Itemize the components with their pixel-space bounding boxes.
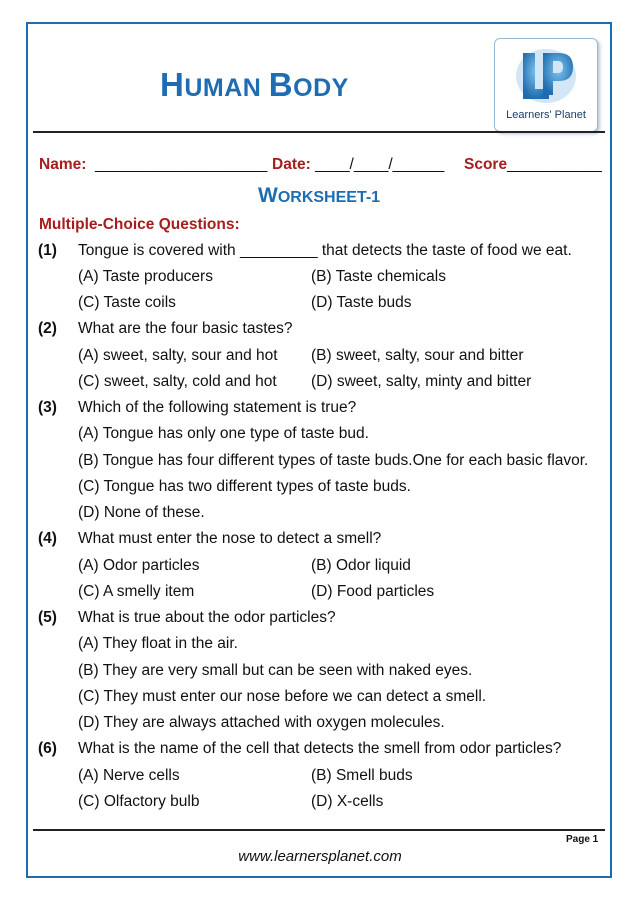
question-number: (5) [38,609,57,626]
option-a[interactable]: (A) They float in the air. [78,635,238,652]
question-number: (2) [38,320,57,337]
question-text: What must enter the nose to detect a smell? [78,530,382,547]
option-c[interactable]: (C) They must enter our nose before we can detect a smell. [78,688,487,705]
option-d[interactable]: (D) Food particles [311,583,435,600]
option-d[interactable]: (D) None of these. [78,504,205,521]
header-divider [33,131,605,133]
logo-text: Learners' Planet [506,109,586,121]
name-field[interactable]: Name: ____________________ [39,156,268,173]
page-number: Page 1 [566,834,599,845]
option-b[interactable]: (B) Tongue has four different types of taste buds.One for each basic flavor. [78,452,589,469]
question-text: What is the name of the cell that detects the smell from odor particles? [78,740,562,757]
worksheet-title: WORKSHEET-1 [258,184,381,207]
option-a[interactable]: (A) sweet, salty, sour and hot [78,347,278,364]
option-c[interactable]: (C) Tongue has two different types of taste buds. [78,478,411,495]
option-d[interactable]: (D) sweet, salty, minty and bitter [311,373,532,390]
learners-planet-logo [494,38,598,132]
option-d[interactable]: (D) X-cells [311,793,384,810]
question-text: What is true about the odor particles? [78,609,336,626]
footer-divider [33,829,605,831]
option-a[interactable]: (A) Odor particles [78,557,200,574]
option-c[interactable]: (C) sweet, salty, cold and hot [78,373,277,390]
lp-logo-icon [513,45,579,107]
option-d[interactable]: (D) They are always attached with oxygen molecules. [78,714,445,731]
option-a[interactable]: (A) Taste producers [78,268,213,285]
option-b[interactable]: (B) sweet, salty, sour and bitter [311,347,524,364]
question-text: Tongue is covered with _________ that detects the taste of food we eat. [78,242,572,259]
question-text: Which of the following statement is true? [78,399,357,416]
option-c[interactable]: (C) Olfactory bulb [78,793,200,810]
option-a[interactable]: (A) Nerve cells [78,767,180,784]
score-field[interactable]: Score___________ [464,156,602,173]
section-title: Multiple-Choice Questions: [39,216,240,233]
website-link[interactable]: www.learnersplanet.com [238,848,402,865]
question-number: (3) [38,399,57,416]
option-c[interactable]: (C) A smelly item [78,583,195,600]
option-b[interactable]: (B) Smell buds [311,767,413,784]
option-b[interactable]: (B) Taste chemicals [311,268,446,285]
question-number: (6) [38,740,57,757]
option-b[interactable]: (B) Odor liquid [311,557,411,574]
option-a[interactable]: (A) Tongue has only one type of taste bud. [78,425,369,442]
option-d[interactable]: (D) Taste buds [311,294,412,311]
page-title: HUMAN BODY [160,66,349,103]
question-number: (4) [38,530,57,547]
option-b[interactable]: (B) They are very small but can be seen with naked eyes. [78,662,473,679]
question-text: What are the four basic tastes? [78,320,293,337]
option-c[interactable]: (C) Taste coils [78,294,176,311]
date-field[interactable]: Date: ____/____/______ [272,156,445,173]
question-number: (1) [38,242,57,259]
